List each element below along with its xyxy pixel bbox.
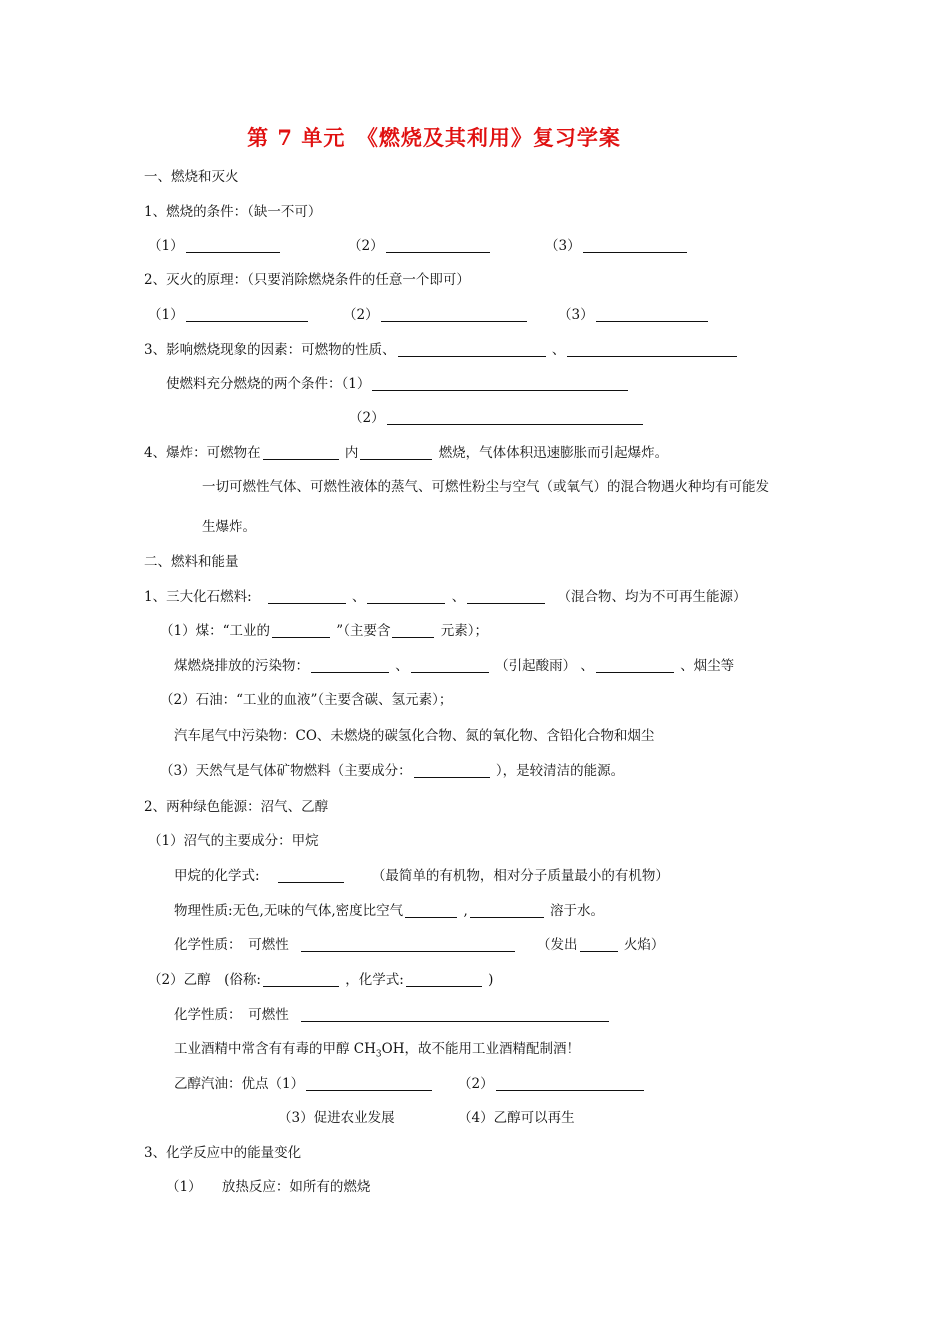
note-text: （引起酸雨） xyxy=(495,658,577,674)
question-text: 煤燃烧排放的污染物： xyxy=(174,658,309,674)
question-energy-change: 3、化学反应中的能量变化 xyxy=(144,1145,302,1161)
answer-row xyxy=(343,305,529,325)
question-text: 溶于水。 xyxy=(550,903,605,919)
answer-row xyxy=(349,408,645,428)
blank-line[interactable] xyxy=(360,445,432,460)
answer-row xyxy=(166,374,630,394)
answer-row xyxy=(545,236,689,256)
blank-line[interactable] xyxy=(470,903,544,918)
methane-formula-line xyxy=(174,866,669,886)
subscript: 3 xyxy=(375,1049,382,1060)
blank-line[interactable] xyxy=(496,1076,644,1091)
blank-line[interactable] xyxy=(583,238,687,253)
explosion-note: 一切可燃性气体、可燃性液体的蒸气、可燃性粉尘与空气（或氧气）的混合物遇火种均有可能发 xyxy=(202,479,769,495)
blank-line[interactable] xyxy=(301,937,515,952)
blank-line[interactable] xyxy=(398,342,546,357)
question-text: （2）乙醇 (俗称: xyxy=(148,972,261,988)
blank-line[interactable] xyxy=(580,937,618,952)
blank-line[interactable] xyxy=(414,763,490,778)
question-text: 火焰） xyxy=(623,937,665,953)
blank-line[interactable] xyxy=(596,658,674,673)
question-explosion xyxy=(144,443,668,463)
separator: 、 xyxy=(395,658,409,674)
question-text: 燃烧，气体体积迅速膨胀而引起爆炸。 xyxy=(438,445,669,461)
coal-line xyxy=(160,621,488,641)
question-text: ，化学式: xyxy=(345,972,404,988)
blank-line[interactable] xyxy=(596,307,708,322)
question-text: 乙醇汽油：优点（1） xyxy=(174,1076,305,1092)
blank-line[interactable] xyxy=(406,972,482,987)
question-text: 、烟尘等 xyxy=(680,658,735,674)
blank-line[interactable] xyxy=(311,658,389,673)
blank-line[interactable] xyxy=(387,410,643,425)
question-text: OH，故不能用工业酒精配制酒！ xyxy=(381,1041,580,1057)
blank-line[interactable] xyxy=(386,238,490,253)
question-text: ) xyxy=(488,972,494,988)
question-green-energy: 2、两种绿色能源：沼气、乙醇 xyxy=(144,799,329,815)
question-text: 1、三大化石燃料: xyxy=(144,589,252,605)
blank-line[interactable] xyxy=(392,623,434,638)
exothermic-line: （1） 放热反应：如所有的燃烧 xyxy=(166,1179,371,1195)
separator: 、 xyxy=(451,589,466,605)
answer-row xyxy=(148,305,310,325)
item-label: （1） xyxy=(148,307,184,323)
separator: 、 xyxy=(580,658,594,674)
item-label: （3） xyxy=(558,307,594,323)
question-text: 使燃料充分燃烧的两个条件：（1） xyxy=(166,376,371,392)
question-factors xyxy=(144,340,739,360)
item-label: （2） xyxy=(349,410,385,426)
oil-line: （2）石油：“工业的血液”（主要含碳、氢元素）； xyxy=(160,692,453,708)
note-text: （混合物、均为不可再生能源） xyxy=(557,589,747,605)
blank-line[interactable] xyxy=(411,658,489,673)
explosion-note-cont: 生爆炸。 xyxy=(202,519,256,535)
ethanol-line xyxy=(148,970,493,990)
section-heading: 二、燃料和能量 xyxy=(144,554,239,570)
separator: 、 xyxy=(351,589,366,605)
biogas-line: （1）沼气的主要成分：甲烷 xyxy=(148,833,319,849)
question-text: 4、爆炸：可燃物在 xyxy=(144,445,261,461)
question-text: 内 xyxy=(344,445,359,461)
blank-line[interactable] xyxy=(567,342,737,357)
question-extinguish-principle: 2、灭火的原理：（只要消除燃烧条件的任意一个即可） xyxy=(144,272,470,288)
question-text: （3）天然气是气体矿物燃料（主要成分： xyxy=(160,763,412,779)
item-label: （1） xyxy=(148,238,184,254)
blank-line[interactable] xyxy=(263,445,339,460)
blank-line[interactable] xyxy=(272,623,330,638)
item-label: （3） xyxy=(545,238,581,254)
item-label: （2） xyxy=(343,307,379,323)
question-text: 3、影响燃烧现象的因素：可燃物的性质、 xyxy=(144,342,396,358)
blank-line[interactable] xyxy=(268,589,346,604)
question-text: 物理性质:无色,无味的气体,密度比空气 xyxy=(174,903,404,919)
gasohol-line-2 xyxy=(458,1074,646,1094)
question-text: 化学性质： 可燃性 xyxy=(174,937,289,953)
physical-property-line xyxy=(174,901,604,921)
answer-row xyxy=(558,305,710,325)
page-title: 第 7 单元 《燃烧及其利用》复习学案 xyxy=(247,125,621,150)
car-exhaust-line: 汽车尾气中污染物：CO、未燃烧的碳氢化合物、氮的氧化物、含铅化合物和烟尘 xyxy=(174,728,655,744)
gasohol-advantage-3: （3）促进农业发展 xyxy=(278,1110,395,1126)
blank-line[interactable] xyxy=(467,589,545,604)
question-text: （发出 xyxy=(537,937,578,953)
gasohol-line xyxy=(174,1074,434,1094)
blank-line[interactable] xyxy=(301,1007,609,1022)
question-text: 化学性质： 可燃性 xyxy=(174,1007,289,1023)
blank-line[interactable] xyxy=(306,1076,432,1091)
answer-row xyxy=(148,236,282,256)
blank-line[interactable] xyxy=(405,903,457,918)
industrial-alcohol-line xyxy=(174,1039,580,1065)
blank-line[interactable] xyxy=(367,589,445,604)
item-label: （2） xyxy=(348,238,384,254)
question-combustion-conditions: 1、燃烧的条件：（缺一不可） xyxy=(144,204,322,220)
blank-line[interactable] xyxy=(263,972,339,987)
note-text: （最简单的有机物，相对分子质量最小的有机物） xyxy=(371,868,669,884)
coal-pollutants xyxy=(174,656,734,676)
separator: , xyxy=(463,903,468,919)
question-text: ”（主要含 xyxy=(336,623,391,639)
blank-line[interactable] xyxy=(186,238,280,253)
gasohol-advantage-4: （4）乙醇可以再生 xyxy=(458,1110,575,1126)
separator: 、 xyxy=(551,342,566,358)
chemical-property-line xyxy=(174,935,664,955)
section-heading: 一、燃烧和灭火 xyxy=(144,169,239,185)
question-text: ），是较清洁的能源。 xyxy=(495,763,625,779)
blank-line[interactable] xyxy=(278,868,344,883)
question-fossil-fuels xyxy=(144,587,747,607)
ethanol-chemical-line xyxy=(174,1005,611,1025)
question-text: （1）煤：“工业的 xyxy=(160,623,270,639)
question-text: 元素）； xyxy=(440,623,488,639)
question-text: 甲烷的化学式: xyxy=(174,868,260,884)
blank-line[interactable] xyxy=(186,307,308,322)
blank-line[interactable] xyxy=(372,376,628,391)
blank-line[interactable] xyxy=(381,307,527,322)
item-label: （2） xyxy=(458,1076,494,1092)
natural-gas-line xyxy=(160,761,624,781)
answer-row xyxy=(348,236,492,256)
question-text: 工业酒精中常含有有毒的甲醇 CH xyxy=(174,1041,376,1057)
